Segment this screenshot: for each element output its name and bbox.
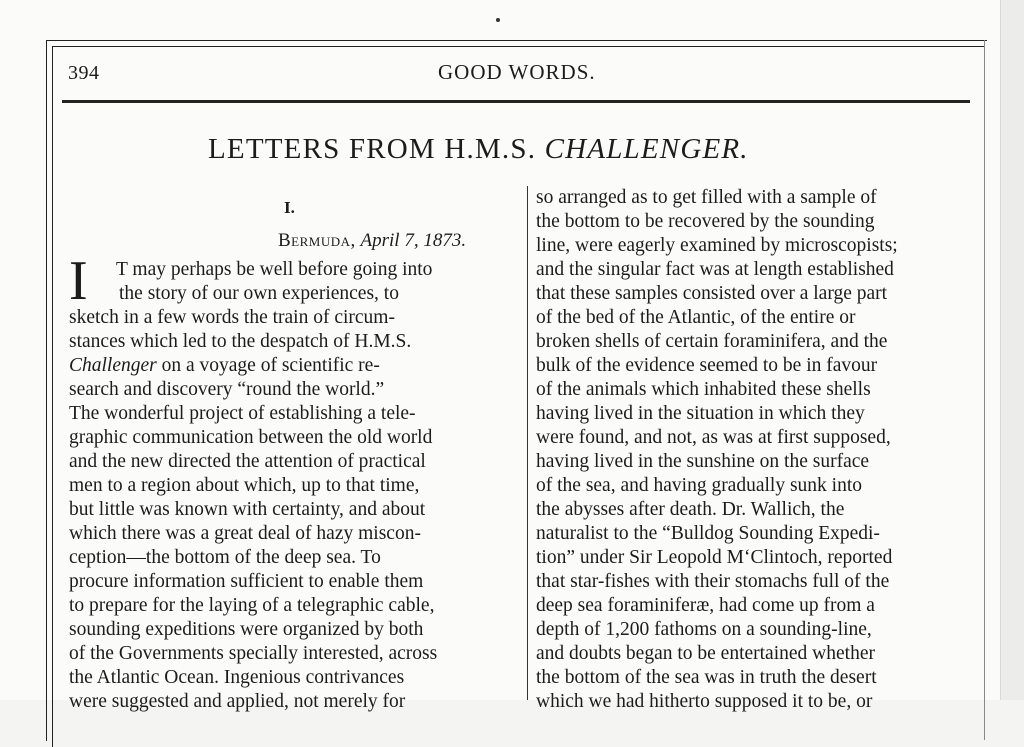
- dateline: [278, 230, 466, 252]
- lead-paragraph-start: [116, 258, 432, 306]
- text-line: sounding expeditions were organized by both: [69, 619, 424, 640]
- text-line: bulk of the evidence seemed to be in favour: [536, 355, 878, 376]
- text-line-rest: on a voyage of scientific re-: [156, 355, 380, 376]
- text-line: and the new directed the attention of practical: [69, 451, 426, 472]
- text-line: the bottom to be recovered by the sounding: [536, 211, 875, 232]
- italic-ship-name: Challenger: [69, 355, 157, 376]
- text-line: were suggested and applied, not merely for: [69, 691, 406, 712]
- page-edge-margin: [1000, 0, 1024, 700]
- ink-speck: [496, 18, 500, 22]
- text-line: deep sea foraminiferæ, had come up from a: [536, 595, 875, 616]
- text-line: having lived in the situation in which they: [536, 403, 865, 424]
- text-line: tion” under Sir Leopold M‘Clintoch, reported: [536, 547, 893, 568]
- article-title: [208, 133, 749, 166]
- text-line: were found, and not, as was at first supposed,: [536, 427, 891, 448]
- text-line: sketch in a few words the train of circum-: [69, 307, 395, 328]
- drop-cap: I: [69, 250, 88, 312]
- text-line: broken shells of certain foraminifera, and the: [536, 331, 888, 352]
- text-line: of the Governments specially interested, across: [69, 643, 438, 664]
- title-prefix: LETTERS FROM H.M.S.: [208, 133, 537, 165]
- running-head: GOOD WORDS.: [438, 60, 596, 84]
- text-line: graphic communication between the old world: [69, 427, 433, 448]
- left-column-text: [69, 306, 437, 714]
- title-ship-name: CHALLENGER.: [544, 133, 749, 165]
- dateline-date: April 7, 1873.: [360, 230, 467, 251]
- dateline-place: Bermuda,: [278, 230, 356, 251]
- text-line: of the sea, and having gradually sunk into: [536, 475, 863, 496]
- page-number: 394: [68, 62, 100, 84]
- text-line: procure information sufficient to enable them: [69, 571, 424, 592]
- text-line: of the animals which inhabited these shells: [536, 379, 871, 400]
- text-line: The wonderful project of establishing a tele-: [69, 403, 416, 424]
- text-line: naturalist to the “Bulldog Sounding Expedi-: [536, 523, 880, 544]
- text-line: line, were eagerly examined by microscopists;: [536, 235, 898, 256]
- column-divider: [527, 186, 528, 700]
- text-line-italic-start: [69, 354, 437, 378]
- text-line: stances which led to the despatch of H.M.S.: [69, 331, 412, 352]
- text-line: which we had hitherto supposed it to be, or: [536, 691, 873, 712]
- text-line: depth of 1,200 fathoms on a sounding-line,: [536, 619, 872, 640]
- text-line: having lived in the sunshine on the surface: [536, 451, 870, 472]
- text-line: the bottom of the sea was in truth the desert: [536, 667, 877, 688]
- text-line: to prepare for the laying of a telegraphic cable,: [69, 595, 435, 616]
- text-line: and doubts began to be entertained whether: [536, 643, 875, 664]
- text-line: the Atlantic Ocean. Ingenious contrivances: [69, 667, 405, 688]
- text-line: the abysses after death. Dr. Wallich, the: [536, 499, 845, 520]
- text-line: ception—the bottom of the deep sea. To: [69, 547, 381, 568]
- text-line: which there was a great deal of hazy miscon-: [69, 523, 421, 544]
- text-line: and the singular fact was at length established: [536, 259, 894, 280]
- text-line: but little was known with certainty, and about: [69, 499, 426, 520]
- text-line: men to a region about which, up to that time,: [69, 475, 420, 496]
- letter-number: I.: [284, 198, 295, 217]
- text-line: that star-fishes with their stomachs full of the: [536, 571, 890, 592]
- text-line: search and discovery “round the world.”: [69, 379, 385, 400]
- right-column-text: [536, 186, 972, 714]
- text-line: T may perhaps be well before going into: [116, 259, 433, 280]
- text-line: the story of our own experiences, to: [119, 283, 399, 304]
- text-line: that these samples consisted over a large part: [536, 283, 888, 304]
- text-line: so arranged as to get filled with a sample of: [536, 187, 877, 208]
- page-frame-right-edge: [984, 40, 985, 740]
- header-rule: [62, 100, 970, 103]
- text-line: of the bed of the Atlantic, of the entire or: [536, 307, 856, 328]
